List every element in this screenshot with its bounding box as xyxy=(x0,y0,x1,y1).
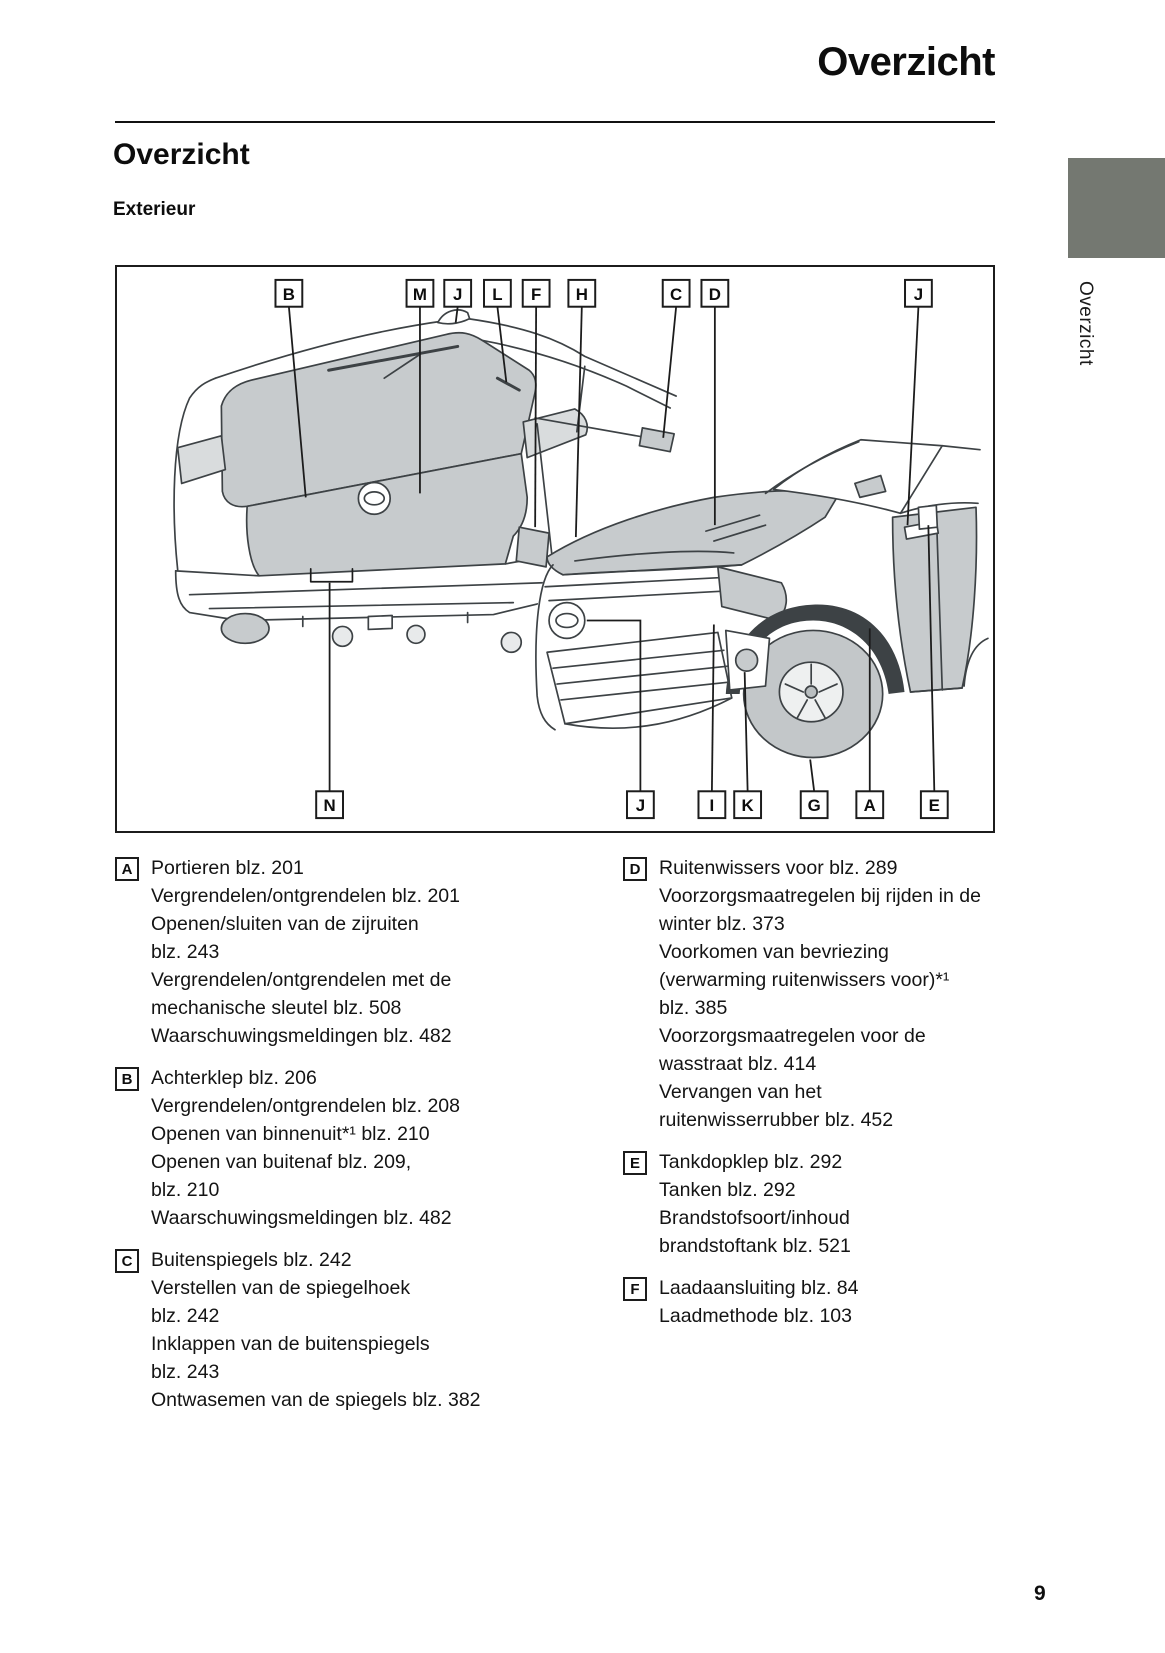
callout-C xyxy=(663,280,690,438)
legend-line: Vervangen van het xyxy=(659,1081,822,1103)
legend-column-left xyxy=(115,854,623,1428)
section-title: Overzicht xyxy=(113,138,250,171)
legend-item-B xyxy=(115,1064,623,1232)
legend-line: blz. 385 xyxy=(659,997,728,1019)
charge-port-flap xyxy=(516,527,549,567)
chapter-tab-label: Overzicht xyxy=(1075,281,1096,366)
legend-line: Openen/sluiten van de zijruiten xyxy=(151,913,419,935)
rear-emblem xyxy=(358,482,390,514)
svg-text:A: A xyxy=(863,796,876,816)
subsection-title: Exterieur xyxy=(113,199,196,220)
legend-key-B: B xyxy=(115,1067,139,1091)
svg-text:E: E xyxy=(928,796,940,816)
legend-line: Waarschuwingsmeldingen blz. 482 xyxy=(151,1025,452,1047)
exterior-diagram xyxy=(115,265,995,833)
legend-text-E xyxy=(659,1148,851,1260)
chapter-tab xyxy=(1068,158,1165,258)
legend-line: blz. 243 xyxy=(151,941,220,963)
legend-line: Verstellen van de spiegelhoek xyxy=(151,1277,411,1299)
svg-text:J: J xyxy=(913,284,924,304)
legend-line: brandstoftank blz. 521 xyxy=(659,1235,851,1257)
callout-H xyxy=(568,280,595,537)
legend-key-F: F xyxy=(623,1277,647,1301)
svg-text:M: M xyxy=(412,284,427,304)
legend-line: blz. 242 xyxy=(151,1305,220,1327)
legend-line: Laadmethode blz. 103 xyxy=(659,1305,852,1327)
legend-column-right xyxy=(623,854,995,1428)
legend-line: (verwarming ruitenwissers voor)*¹ xyxy=(659,969,950,991)
legend-text-C xyxy=(151,1246,481,1414)
legend-line: wasstraat blz. 414 xyxy=(659,1053,817,1075)
svg-text:B: B xyxy=(282,284,295,304)
svg-text:F: F xyxy=(530,284,542,304)
svg-text:J: J xyxy=(635,796,646,816)
svg-text:K: K xyxy=(741,796,754,816)
legend-line: Ruitenwissers voor blz. 289 xyxy=(659,857,898,879)
legend-item-A xyxy=(115,854,623,1050)
legend-text-A xyxy=(151,854,460,1050)
legend-line: Tankdopklep blz. 292 xyxy=(659,1151,843,1173)
legend-line: mechanische sleutel blz. 508 xyxy=(151,997,402,1019)
legend-item-F xyxy=(623,1274,995,1330)
legend-text-D xyxy=(659,854,981,1134)
legend-line: Ontwasemen van de spiegels blz. 382 xyxy=(151,1389,481,1411)
legend-line: Portieren blz. 201 xyxy=(151,857,304,879)
legend-text-B xyxy=(151,1064,460,1232)
legend-line: Tanken blz. 292 xyxy=(659,1179,796,1201)
legend xyxy=(115,854,995,1428)
legend-line: Openen van buitenaf blz. 209, xyxy=(151,1151,412,1173)
legend-key-E: E xyxy=(623,1151,647,1175)
rear-lamp-left xyxy=(178,436,226,484)
legend-key-A: A xyxy=(115,857,139,881)
side-mirror xyxy=(639,428,674,452)
legend-item-D xyxy=(623,854,995,1134)
legend-line: Voorzorgsmaatregelen bij rijden in de xyxy=(659,885,981,907)
legend-item-E xyxy=(623,1148,995,1260)
svg-text:D: D xyxy=(708,284,721,304)
legend-line: Voorkomen van bevriezing xyxy=(659,941,889,963)
legend-line: Vergrendelen/ontgrendelen blz. 201 xyxy=(151,885,460,907)
header-divider xyxy=(115,121,995,123)
legend-line: Brandstofsoort/inhoud xyxy=(659,1207,850,1229)
page-number: 9 xyxy=(1034,1582,1046,1605)
legend-line: Voorzorgsmaatregelen voor de xyxy=(659,1025,926,1047)
legend-line: winter blz. 373 xyxy=(659,913,785,935)
legend-line: Buitenspiegels blz. 242 xyxy=(151,1249,352,1271)
legend-line: blz. 210 xyxy=(151,1179,220,1201)
legend-line: Waarschuwingsmeldingen blz. 482 xyxy=(151,1207,452,1229)
svg-text:C: C xyxy=(670,284,683,304)
legend-line: Vergrendelen/ontgrendelen blz. 208 xyxy=(151,1095,460,1117)
legend-line: blz. 243 xyxy=(151,1361,220,1383)
svg-text:N: N xyxy=(323,796,336,816)
legend-line: Laadaansluiting blz. 84 xyxy=(659,1277,859,1299)
roof-antenna xyxy=(438,310,470,324)
legend-item-C xyxy=(115,1246,623,1414)
svg-text:G: G xyxy=(807,796,821,816)
svg-text:I: I xyxy=(709,796,715,816)
callout-G xyxy=(801,760,828,819)
fog-lamp xyxy=(736,649,758,671)
legend-line: Openen van binnenuit*¹ blz. 210 xyxy=(151,1123,430,1145)
page-header-title: Overzicht xyxy=(817,40,995,84)
legend-line: ruitenwisserrubber blz. 452 xyxy=(659,1109,894,1131)
exterior-diagram-svg xyxy=(117,267,993,831)
legend-line: Vergrendelen/ontgrendelen met de xyxy=(151,969,452,991)
legend-line: Inklappen van de buitenspiegels xyxy=(151,1333,430,1355)
svg-text:L: L xyxy=(492,284,503,304)
legend-line: Achterklep blz. 206 xyxy=(151,1067,317,1089)
callout-D xyxy=(701,280,728,525)
legend-text-F xyxy=(659,1274,859,1330)
svg-text:J: J xyxy=(452,284,463,304)
svg-text:H: H xyxy=(575,284,588,304)
legend-key-C: C xyxy=(115,1249,139,1273)
front-emblem xyxy=(549,603,585,639)
car-front-illustration xyxy=(534,431,988,761)
legend-key-D: D xyxy=(623,857,647,881)
